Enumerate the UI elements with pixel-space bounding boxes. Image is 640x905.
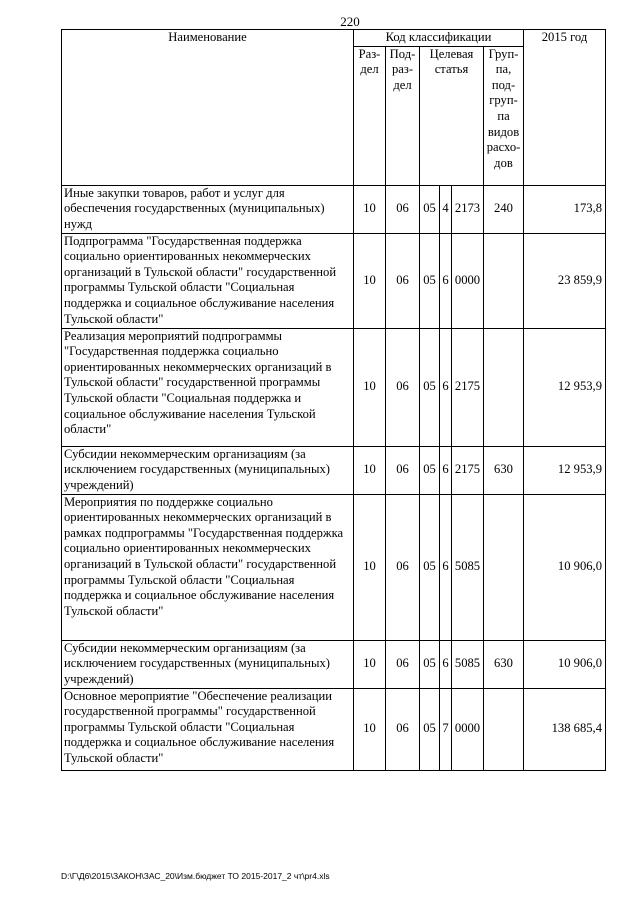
row-podrazdel: 06 (386, 494, 420, 640)
table-body (62, 185, 606, 770)
row-name: Иные закупки товаров, работ и услуг для обеспечения государственных (муниципальных) нужд (62, 185, 354, 233)
row-target-subprogram: 6 (440, 494, 452, 640)
table-row (62, 446, 606, 494)
header-group: Груп- па, под- груп- па видов расхо- дов (484, 46, 524, 185)
table-row (62, 494, 606, 640)
header-year: 2015 год (524, 30, 606, 186)
table-row (62, 328, 606, 446)
page-number: 220 (340, 14, 360, 29)
row-podrazdel: 06 (386, 446, 420, 494)
row-razdel: 10 (354, 233, 386, 328)
row-name: Мероприятия по поддержке социально ориентированных некоммерческих организаций в рамках подпрограммы "Государственная поддержка социально ориентированных некоммерческих организаций в Тульской области" государственной программы Тульской области "Социальная поддержка и социальное обслуживание населения Тульской области" (62, 494, 354, 640)
row-target-direction: 2175 (452, 328, 484, 446)
budget-table (61, 29, 606, 771)
row-amount: 10 906,0 (524, 494, 606, 640)
row-razdel: 10 (354, 446, 386, 494)
row-name: Основное мероприятие "Обеспечение реализации государственной программы" государственной программы Тульской области "Социальная поддержка и социальное обслуживание населения Тульской области" (62, 688, 354, 770)
row-expense-group (484, 233, 524, 328)
row-name: Субсидии некоммерческим организациям (за исключением государственных (муниципальных) учреждений) (62, 446, 354, 494)
row-razdel: 10 (354, 640, 386, 688)
row-name: Подпрограмма "Государственная поддержка социально ориентированных некоммерческих организаций в Тульской области" государственной программы Тульской области "Социальная поддержка и социальное обслуживание населения Тульской области" (62, 233, 354, 328)
row-target-direction: 5085 (452, 640, 484, 688)
header-podrazdel: Под- раз- дел (386, 46, 420, 185)
table-row (62, 688, 606, 770)
row-target-direction: 0000 (452, 233, 484, 328)
row-razdel: 10 (354, 494, 386, 640)
row-expense-group (484, 494, 524, 640)
row-podrazdel: 06 (386, 328, 420, 446)
row-expense-group (484, 688, 524, 770)
header-name: Наименование (62, 30, 354, 186)
header-razdel: Раз- дел (354, 46, 386, 185)
row-expense-group: 630 (484, 640, 524, 688)
footer-file-path: D:\Г\Д6\2015\ЗАКОН\ЗАС_20\Изм.бюджет ТО 2015-2017_2 чт\pr4.xls (61, 871, 330, 881)
row-target-program: 05 (420, 640, 440, 688)
row-target-subprogram: 6 (440, 640, 452, 688)
table-row (62, 640, 606, 688)
table-row (62, 185, 606, 233)
row-target-direction: 2173 (452, 185, 484, 233)
row-expense-group: 240 (484, 185, 524, 233)
header-target: Целевая статья (420, 46, 484, 185)
row-target-program: 05 (420, 233, 440, 328)
header-code-group: Код классификации (354, 30, 524, 47)
row-amount: 173,8 (524, 185, 606, 233)
row-amount: 10 906,0 (524, 640, 606, 688)
row-podrazdel: 06 (386, 640, 420, 688)
row-podrazdel: 06 (386, 688, 420, 770)
row-amount: 12 953,9 (524, 446, 606, 494)
row-target-subprogram: 4 (440, 185, 452, 233)
row-target-direction: 0000 (452, 688, 484, 770)
row-target-program: 05 (420, 446, 440, 494)
row-podrazdel: 06 (386, 185, 420, 233)
row-expense-group: 630 (484, 446, 524, 494)
row-name: Субсидии некоммерческим организациям (за исключением государственных (муниципальных) учреждений) (62, 640, 354, 688)
row-amount: 138 685,4 (524, 688, 606, 770)
row-target-direction: 2175 (452, 446, 484, 494)
row-razdel: 10 (354, 328, 386, 446)
row-target-subprogram: 7 (440, 688, 452, 770)
row-expense-group (484, 328, 524, 446)
row-podrazdel: 06 (386, 233, 420, 328)
row-amount: 23 859,9 (524, 233, 606, 328)
row-target-program: 05 (420, 688, 440, 770)
row-target-program: 05 (420, 494, 440, 640)
row-amount: 12 953,9 (524, 328, 606, 446)
row-target-subprogram: 6 (440, 233, 452, 328)
row-target-program: 05 (420, 328, 440, 446)
row-target-subprogram: 6 (440, 328, 452, 446)
row-name: Реализация мероприятий подпрограммы "Государственная поддержка социально ориентированных некоммерческих организаций в Тульской области" государственной программы Тульской области "Социальная поддержка и социальное обслуживание населения Тульской области" (62, 328, 354, 446)
row-target-program: 05 (420, 185, 440, 233)
row-target-direction: 5085 (452, 494, 484, 640)
row-target-subprogram: 6 (440, 446, 452, 494)
table-row (62, 233, 606, 328)
row-razdel: 10 (354, 688, 386, 770)
row-razdel: 10 (354, 185, 386, 233)
